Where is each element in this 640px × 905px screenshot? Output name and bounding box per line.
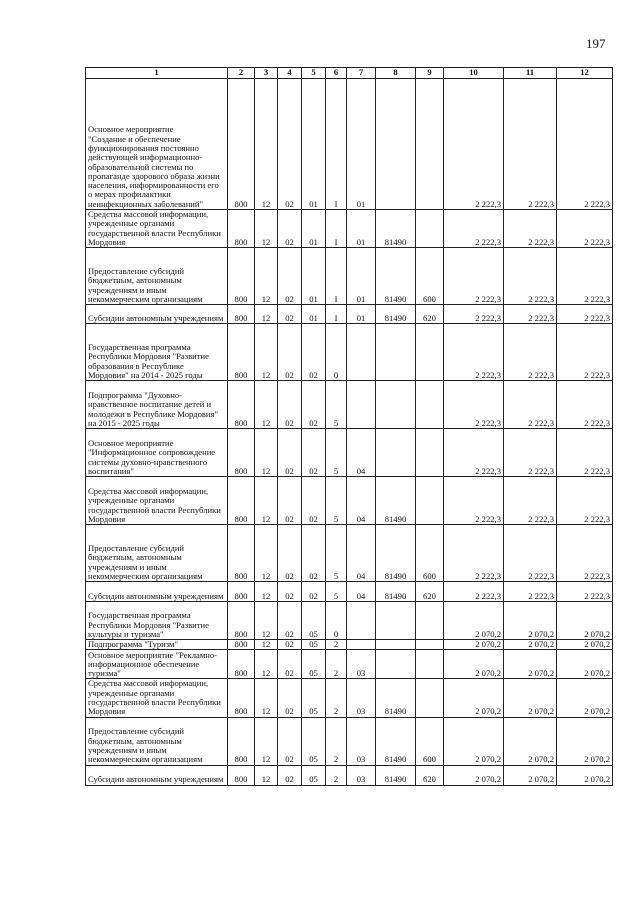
amount-cell: 2 070,2 [444,650,504,679]
amount-cell: 2 222,3 [557,248,613,305]
subprogram-code: 2 [326,640,347,650]
expense-type-code [416,79,444,210]
amount-cell: 2 222,3 [504,429,557,477]
subprogram-code: 5 [326,477,347,525]
column-header: 12 [557,68,613,79]
expense-type-code [416,650,444,679]
subsection-code: 02 [278,248,302,305]
event-code: 01 [347,248,376,305]
section-code: 12 [255,79,278,210]
item-name-cell: Основное мероприятие "Рекламно-информационное обеспечение туризма" [86,650,228,679]
subsection-code: 02 [278,602,302,640]
subsection-code: 02 [278,650,302,679]
table-row [86,679,613,717]
item-name-cell: Средства массовой информации, учрежденные органами государственной власти Республики Мордовия [86,679,228,717]
amount-cell: 2 222,3 [504,79,557,210]
target-item-code [376,650,416,679]
program-code: 02 [302,582,326,602]
table-row [86,640,613,650]
amount-cell: 2 222,3 [444,582,504,602]
table-row [86,210,613,248]
budget-code: 800 [228,210,255,248]
amount-cell: 2 070,2 [504,640,557,650]
event-code: 04 [347,429,376,477]
amount-cell: 2 222,3 [504,305,557,324]
subprogram-code: 2 [326,717,347,765]
amount-cell: 2 070,2 [557,717,613,765]
column-header: 7 [347,68,376,79]
subsection-code: 02 [278,79,302,210]
subprogram-code: 2 [326,650,347,679]
amount-cell: 2 222,3 [444,79,504,210]
section-code: 12 [255,305,278,324]
table-body [86,79,613,786]
budget-code: 800 [228,765,255,785]
section-code: 12 [255,765,278,785]
table-row [86,79,613,210]
subprogram-code: 5 [326,525,347,582]
amount-cell: 2 222,3 [504,582,557,602]
subsection-code: 02 [278,679,302,717]
budget-code: 800 [228,324,255,381]
budget-code: 800 [228,582,255,602]
item-name-cell: Предоставление субсидий бюджетным, автономным учреждениям и иным некоммерческим организациям [86,525,228,582]
section-code: 12 [255,248,278,305]
event-code: 01 [347,210,376,248]
amount-cell: 2 222,3 [444,477,504,525]
event-code [347,324,376,381]
expense-type-code [416,602,444,640]
event-code: 03 [347,650,376,679]
program-code: 05 [302,602,326,640]
subsection-code: 02 [278,210,302,248]
item-name-cell: Государственная программа Республики Мордовия "Развитие культуры и туризма" [86,602,228,640]
subprogram-code: 0 [326,602,347,640]
subsection-code: 02 [278,525,302,582]
subsection-code: 02 [278,305,302,324]
table-row [86,381,613,429]
amount-cell: 2 222,3 [557,582,613,602]
subprogram-code: I [326,210,347,248]
event-code: 03 [347,765,376,785]
event-code: 04 [347,477,376,525]
subsection-code: 02 [278,765,302,785]
item-name-cell: Субсидии автономным учреждениям [86,305,228,324]
subsection-code: 02 [278,477,302,525]
column-header: 1 [86,68,228,79]
expense-type-code: 600 [416,248,444,305]
item-name-cell: Предоставление субсидий бюджетным, автономным учреждениям и иным некоммерческим организациям [86,717,228,765]
section-code: 12 [255,640,278,650]
budget-code: 800 [228,602,255,640]
target-item-code: 81490 [376,305,416,324]
event-code: 04 [347,582,376,602]
event-code: 01 [347,79,376,210]
subsection-code: 02 [278,717,302,765]
item-name-cell: Субсидии автономным учреждениям [86,582,228,602]
expense-type-code [416,429,444,477]
column-header: 6 [326,68,347,79]
program-code: 02 [302,477,326,525]
program-code: 02 [302,381,326,429]
expense-type-code: 620 [416,765,444,785]
amount-cell: 2 222,3 [444,305,504,324]
expense-type-code: 600 [416,717,444,765]
budget-code: 800 [228,650,255,679]
amount-cell: 2 070,2 [444,765,504,785]
program-code: 01 [302,248,326,305]
table-row [86,429,613,477]
amount-cell: 2 070,2 [504,717,557,765]
amount-cell: 2 222,3 [557,381,613,429]
amount-cell: 2 222,3 [504,248,557,305]
target-item-code: 81490 [376,679,416,717]
expense-type-code [416,381,444,429]
amount-cell: 2 070,2 [557,765,613,785]
expense-type-code [416,679,444,717]
subprogram-code: I [326,79,347,210]
expense-type-code [416,640,444,650]
expense-type-code: 620 [416,582,444,602]
budget-code: 800 [228,477,255,525]
column-header: 4 [278,68,302,79]
event-code: 03 [347,717,376,765]
program-code: 01 [302,305,326,324]
amount-cell: 2 070,2 [444,717,504,765]
table-header-row [86,68,613,79]
amount-cell: 2 222,3 [444,248,504,305]
item-name-cell: Средства массовой информации, учрежденные органами государственной власти Республики Мордовия [86,477,228,525]
target-item-code: 81490 [376,525,416,582]
column-header: 10 [444,68,504,79]
amount-cell: 2 070,2 [504,602,557,640]
subsection-code: 02 [278,640,302,650]
event-code: 03 [347,679,376,717]
item-name-cell: Подпрограмма "Туризм" [86,640,228,650]
amount-cell: 2 222,3 [557,79,613,210]
amount-cell: 2 070,2 [444,679,504,717]
amount-cell: 2 070,2 [557,679,613,717]
amount-cell: 2 222,3 [444,324,504,381]
amount-cell: 2 222,3 [504,324,557,381]
amount-cell: 2 222,3 [557,210,613,248]
table-row [86,602,613,640]
target-item-code [376,324,416,381]
amount-cell: 2 070,2 [504,679,557,717]
section-code: 12 [255,582,278,602]
amount-cell: 2 222,3 [557,305,613,324]
program-code: 02 [302,429,326,477]
budget-code: 800 [228,429,255,477]
target-item-code: 81490 [376,765,416,785]
amount-cell: 2 222,3 [557,525,613,582]
section-code: 12 [255,650,278,679]
amount-cell: 2 070,2 [444,602,504,640]
column-header: 11 [504,68,557,79]
program-code: 05 [302,650,326,679]
amount-cell: 2 070,2 [444,640,504,650]
table-row [86,477,613,525]
target-item-code [376,640,416,650]
section-code: 12 [255,602,278,640]
amount-cell: 2 222,3 [444,381,504,429]
item-name-cell: Средства массовой информации, учрежденные органами государственной власти Республики Мордовия [86,210,228,248]
table-row [86,582,613,602]
target-item-code: 81490 [376,717,416,765]
subprogram-code: 5 [326,381,347,429]
subprogram-code: 5 [326,429,347,477]
section-code: 12 [255,679,278,717]
event-code [347,602,376,640]
item-name-cell: Подпрограмма "Духовно-нравственное воспитание детей и молодежи в Республике Мордовия" на 2015 - 2025 годы [86,381,228,429]
section-code: 12 [255,210,278,248]
target-item-code [376,429,416,477]
budget-code: 800 [228,640,255,650]
table-row [86,717,613,765]
budget-code: 800 [228,679,255,717]
expense-type-code [416,477,444,525]
subprogram-code: I [326,248,347,305]
table-row [86,650,613,679]
subsection-code: 02 [278,429,302,477]
program-code: 05 [302,640,326,650]
column-header: 9 [416,68,444,79]
subsection-code: 02 [278,324,302,381]
item-name-cell: Основное мероприятие "Создание и обеспечение функционирования постоянно действующей информационно-образовательной системы по пропаганде здорового образа жизни населения, информированности его о мерах профилактики неинфекционных заболеваний" [86,79,228,210]
budget-code: 800 [228,525,255,582]
section-code: 12 [255,381,278,429]
budget-code: 800 [228,381,255,429]
target-item-code [376,602,416,640]
section-code: 12 [255,717,278,765]
program-code: 02 [302,525,326,582]
target-item-code: 81490 [376,248,416,305]
expense-type-code [416,210,444,248]
budget-code: 800 [228,79,255,210]
table-row [86,248,613,305]
program-code: 05 [302,717,326,765]
event-code [347,640,376,650]
section-code: 12 [255,324,278,381]
amount-cell: 2 222,3 [504,210,557,248]
item-name-cell: Государственная программа Республики Мордовия "Развитие образования в Республике Мордовия" на 2014 - 2025 годы [86,324,228,381]
amount-cell: 2 222,3 [444,429,504,477]
item-name-cell: Основное мероприятие "Информационное сопровождение системы духовно-нравственного воспитания" [86,429,228,477]
column-header: 2 [228,68,255,79]
target-item-code [376,79,416,210]
target-item-code: 81490 [376,582,416,602]
expense-type-code: 620 [416,305,444,324]
subprogram-code: I [326,305,347,324]
table-row [86,765,613,785]
section-code: 12 [255,525,278,582]
amount-cell: 2 222,3 [557,324,613,381]
page-number: 197 [586,36,606,51]
amount-cell: 2 222,3 [504,525,557,582]
table-row [86,324,613,381]
table-row [86,305,613,324]
target-item-code: 81490 [376,477,416,525]
item-name-cell: Предоставление субсидий бюджетным, автономным учреждениям и иным некоммерческим организациям [86,248,228,305]
program-code: 01 [302,79,326,210]
budget-code: 800 [228,717,255,765]
budget-table [85,67,613,786]
subsection-code: 02 [278,582,302,602]
section-code: 12 [255,477,278,525]
subsection-code: 02 [278,381,302,429]
subprogram-code: 5 [326,582,347,602]
subprogram-code: 0 [326,324,347,381]
table-row [86,525,613,582]
amount-cell: 2 222,3 [444,525,504,582]
amount-cell: 2 222,3 [504,477,557,525]
program-code: 02 [302,324,326,381]
budget-code: 800 [228,305,255,324]
program-code: 05 [302,765,326,785]
amount-cell: 2 070,2 [504,765,557,785]
event-code [347,381,376,429]
expense-type-code [416,324,444,381]
amount-cell: 2 222,3 [557,429,613,477]
target-item-code [376,381,416,429]
amount-cell: 2 070,2 [557,602,613,640]
amount-cell: 2 222,3 [504,381,557,429]
section-code: 12 [255,429,278,477]
amount-cell: 2 070,2 [557,640,613,650]
target-item-code: 81490 [376,210,416,248]
column-header: 8 [376,68,416,79]
amount-cell: 2 070,2 [504,650,557,679]
event-code: 01 [347,305,376,324]
program-code: 01 [302,210,326,248]
program-code: 05 [302,679,326,717]
column-header: 3 [255,68,278,79]
item-name-cell: Субсидии автономным учреждениям [86,765,228,785]
subprogram-code: 2 [326,679,347,717]
expense-type-code: 600 [416,525,444,582]
budget-code: 800 [228,248,255,305]
amount-cell: 2 222,3 [444,210,504,248]
event-code: 04 [347,525,376,582]
amount-cell: 2 222,3 [557,477,613,525]
amount-cell: 2 070,2 [557,650,613,679]
subprogram-code: 2 [326,765,347,785]
column-header: 5 [302,68,326,79]
